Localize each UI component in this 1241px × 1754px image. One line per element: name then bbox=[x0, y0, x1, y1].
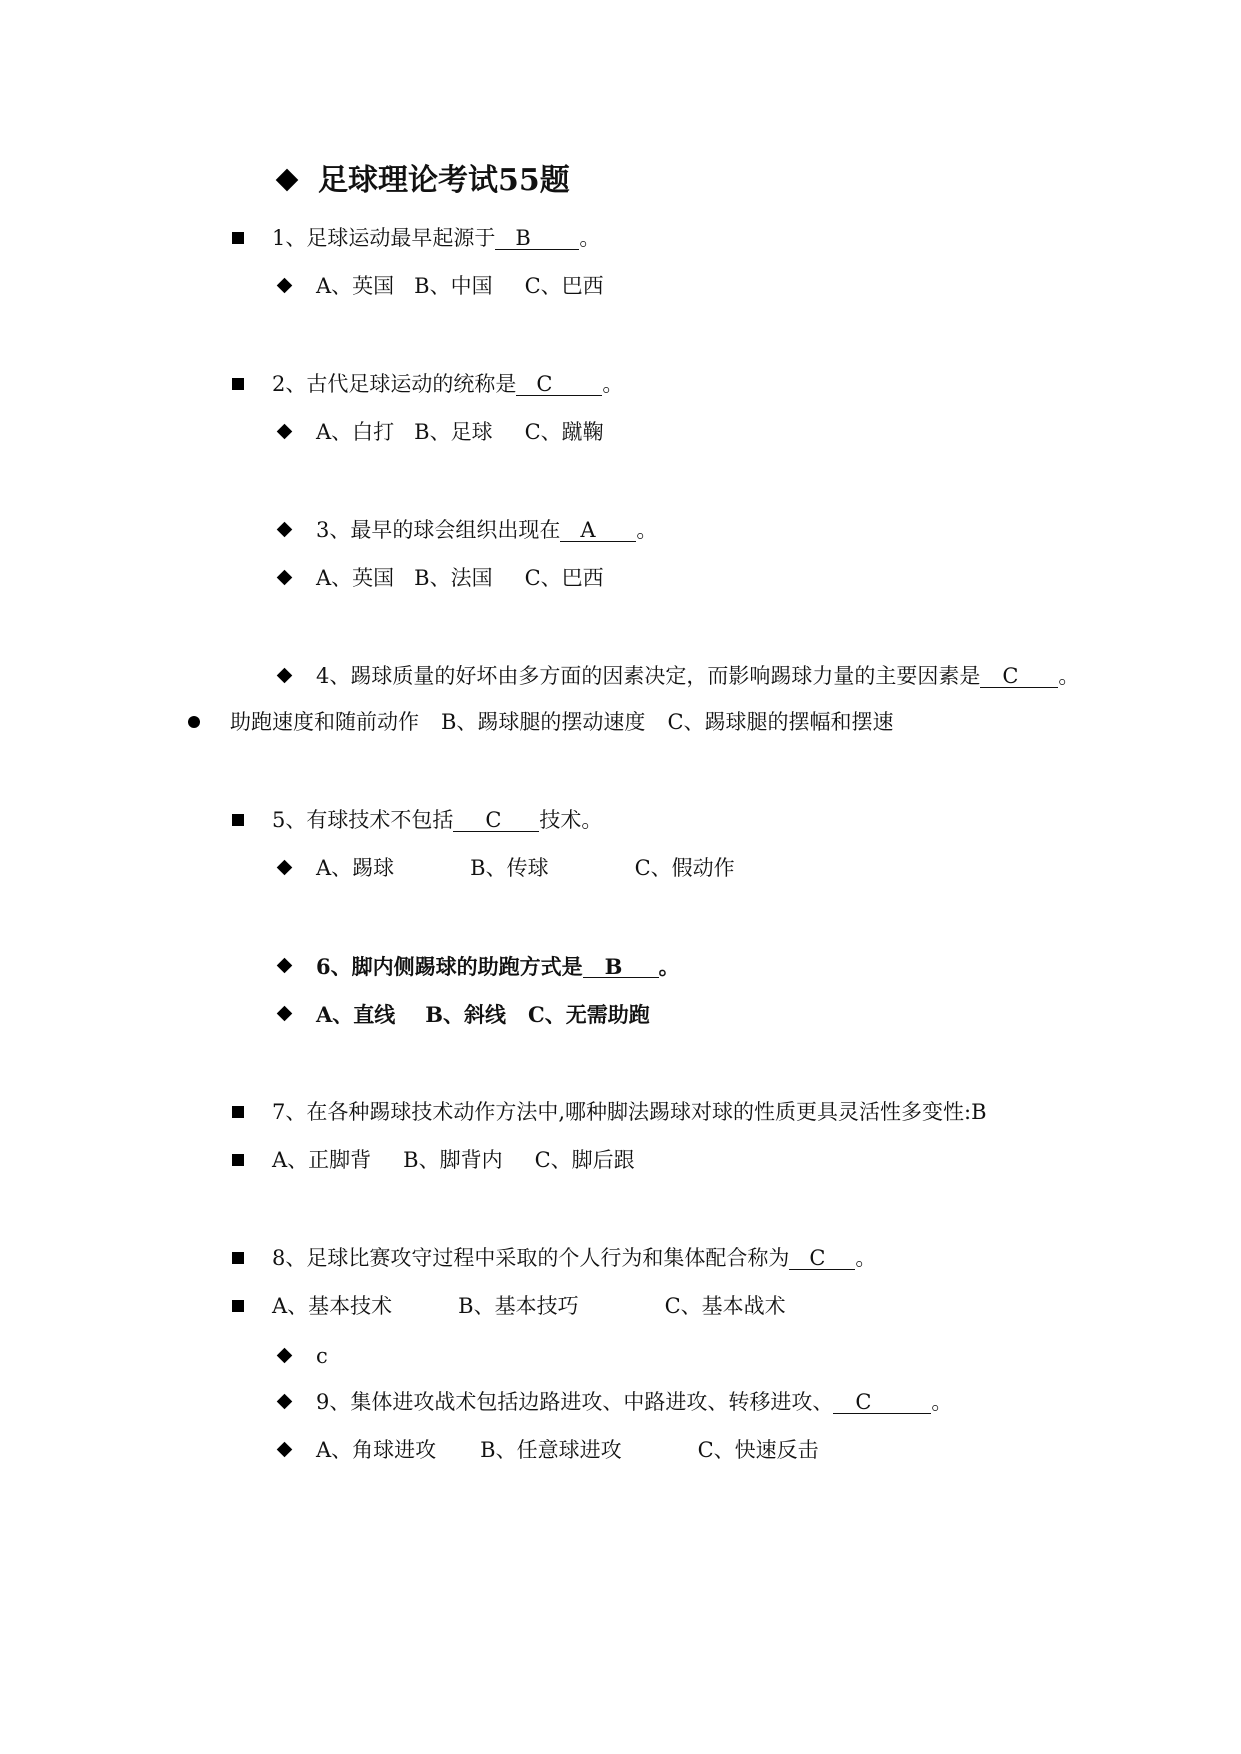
option-a: 助跑速度和随前动作 bbox=[230, 710, 419, 734]
option-b: B、踢球腿的摆动速度 bbox=[441, 710, 646, 734]
options-8 bbox=[272, 1296, 786, 1317]
square-bullet-icon bbox=[232, 814, 244, 826]
option-c: C、踢球腿的摆幅和摆速 bbox=[667, 710, 894, 734]
options-2 bbox=[316, 422, 604, 443]
option-c: C、蹴鞠 bbox=[524, 420, 604, 444]
question-6: 6、脚内侧踢球的助跑方式是 B 。 bbox=[316, 954, 680, 979]
option-b: B、足球 bbox=[414, 420, 493, 444]
diamond-bullet-icon bbox=[277, 668, 293, 684]
square-bullet-icon bbox=[232, 232, 244, 244]
square-bullet-icon bbox=[232, 378, 244, 390]
options-4 bbox=[230, 712, 894, 733]
diamond-bullet-icon bbox=[277, 424, 293, 440]
question-8: 8、足球比赛攻守过程中采取的个人行为和集体配合称为 C 。 bbox=[272, 1246, 877, 1270]
option-c: C、巴西 bbox=[524, 566, 604, 590]
option-a: A、角球进攻 bbox=[316, 1438, 437, 1462]
option-b: B、任意球进攻 bbox=[480, 1438, 622, 1462]
option-a: A、英国 bbox=[316, 274, 395, 298]
question-5-text: 5、有球技术不包括 bbox=[272, 808, 454, 832]
options-3 bbox=[316, 568, 604, 589]
question-1: 1、足球运动最早起源于 B 。 bbox=[272, 226, 601, 250]
question-8-text: 8、足球比赛攻守过程中采取的个人行为和集体配合称为 bbox=[272, 1246, 790, 1270]
options-1 bbox=[316, 276, 604, 297]
answer-blank: C bbox=[833, 1392, 931, 1414]
option-a: A、基本技术 bbox=[272, 1294, 393, 1318]
question-6-text: 6、脚内侧踢球的助跑方式是 bbox=[316, 954, 583, 979]
answer-blank: C bbox=[453, 810, 539, 832]
option-c: C、基本战术 bbox=[664, 1294, 786, 1318]
option-a: A、白打 bbox=[316, 420, 395, 444]
diamond-bullet-icon bbox=[277, 860, 293, 876]
option-a: A、英国 bbox=[316, 566, 395, 590]
question-4-text: 4、踢球质量的好坏由多方面的因素决定，而影响踢球力量的主要因素是 bbox=[316, 664, 981, 688]
option-c: C、无需助跑 bbox=[528, 1002, 650, 1027]
option-b: B、基本技巧 bbox=[458, 1294, 579, 1318]
question-9-text: 9、集体进攻战术包括边路进攻、中路进攻、转移进攻、 bbox=[316, 1390, 834, 1414]
option-b: B、传球 bbox=[470, 856, 549, 880]
option-b: B、法国 bbox=[414, 566, 493, 590]
answer-note: c bbox=[316, 1344, 328, 1368]
diamond-bullet-icon bbox=[277, 278, 293, 294]
diamond-bullet-icon bbox=[277, 1442, 293, 1458]
diamond-bullet-icon bbox=[277, 522, 293, 538]
options-9 bbox=[316, 1440, 819, 1461]
diamond-bullet-icon bbox=[277, 958, 293, 974]
question-2: 2、古代足球运动的统称是 C 。 bbox=[272, 372, 624, 396]
option-c: C、快速反击 bbox=[697, 1438, 819, 1462]
option-b: B、脚背内 bbox=[403, 1148, 503, 1172]
question-1-text: 1、足球运动最早起源于 bbox=[272, 226, 496, 250]
square-bullet-icon bbox=[232, 1106, 244, 1118]
question-3: 3、最早的球会组织出现在 A 。 bbox=[316, 518, 658, 542]
option-c: C、假动作 bbox=[634, 856, 735, 880]
diamond-bullet-icon bbox=[277, 1348, 293, 1364]
diamond-bullet-icon bbox=[277, 1394, 293, 1410]
answer-blank: C bbox=[516, 374, 602, 396]
answer-blank: B bbox=[495, 228, 579, 250]
page-title: 足球理论考试55题 bbox=[318, 163, 570, 198]
option-c: C、脚后跟 bbox=[534, 1148, 635, 1172]
square-bullet-icon bbox=[232, 1300, 244, 1312]
square-bullet-icon bbox=[232, 1252, 244, 1264]
answer-blank: A bbox=[560, 520, 636, 542]
option-c: C、巴西 bbox=[524, 274, 604, 298]
square-bullet-icon bbox=[232, 1154, 244, 1166]
options-5 bbox=[316, 858, 735, 879]
option-a: A、正脚背 bbox=[272, 1148, 372, 1172]
question-2-text: 2、古代足球运动的统称是 bbox=[272, 372, 517, 396]
option-b: B、中国 bbox=[414, 274, 493, 298]
option-b: B、斜线 bbox=[425, 1002, 507, 1027]
diamond-bullet-icon bbox=[277, 1006, 293, 1022]
answer-blank: C bbox=[980, 666, 1058, 688]
diamond-bullet-icon bbox=[277, 570, 293, 586]
question-3-text: 3、最早的球会组织出现在 bbox=[316, 518, 561, 542]
option-a: A、直线 bbox=[316, 1002, 396, 1027]
dot-bullet-icon bbox=[188, 716, 200, 728]
options-6 bbox=[316, 1004, 650, 1025]
answer-blank: C bbox=[789, 1248, 855, 1270]
option-a: A、踢球 bbox=[316, 856, 395, 880]
question-5: 5、有球技术不包括 C 技术。 bbox=[272, 808, 603, 832]
answer-blank: B bbox=[583, 956, 659, 978]
title-diamond-icon bbox=[276, 169, 299, 192]
question-7-text: 7、在各种踢球技术动作方法中,哪种脚法踢球对球的性质更具灵活性多变性:B bbox=[272, 1100, 987, 1124]
question-9: 9、集体进攻战术包括边路进攻、中路进攻、转移进攻、 C 。 bbox=[316, 1390, 953, 1414]
options-7 bbox=[272, 1150, 635, 1171]
question-4: 4、踢球质量的好坏由多方面的因素决定，而影响踢球力量的主要因素是 C 。 bbox=[316, 664, 1080, 688]
